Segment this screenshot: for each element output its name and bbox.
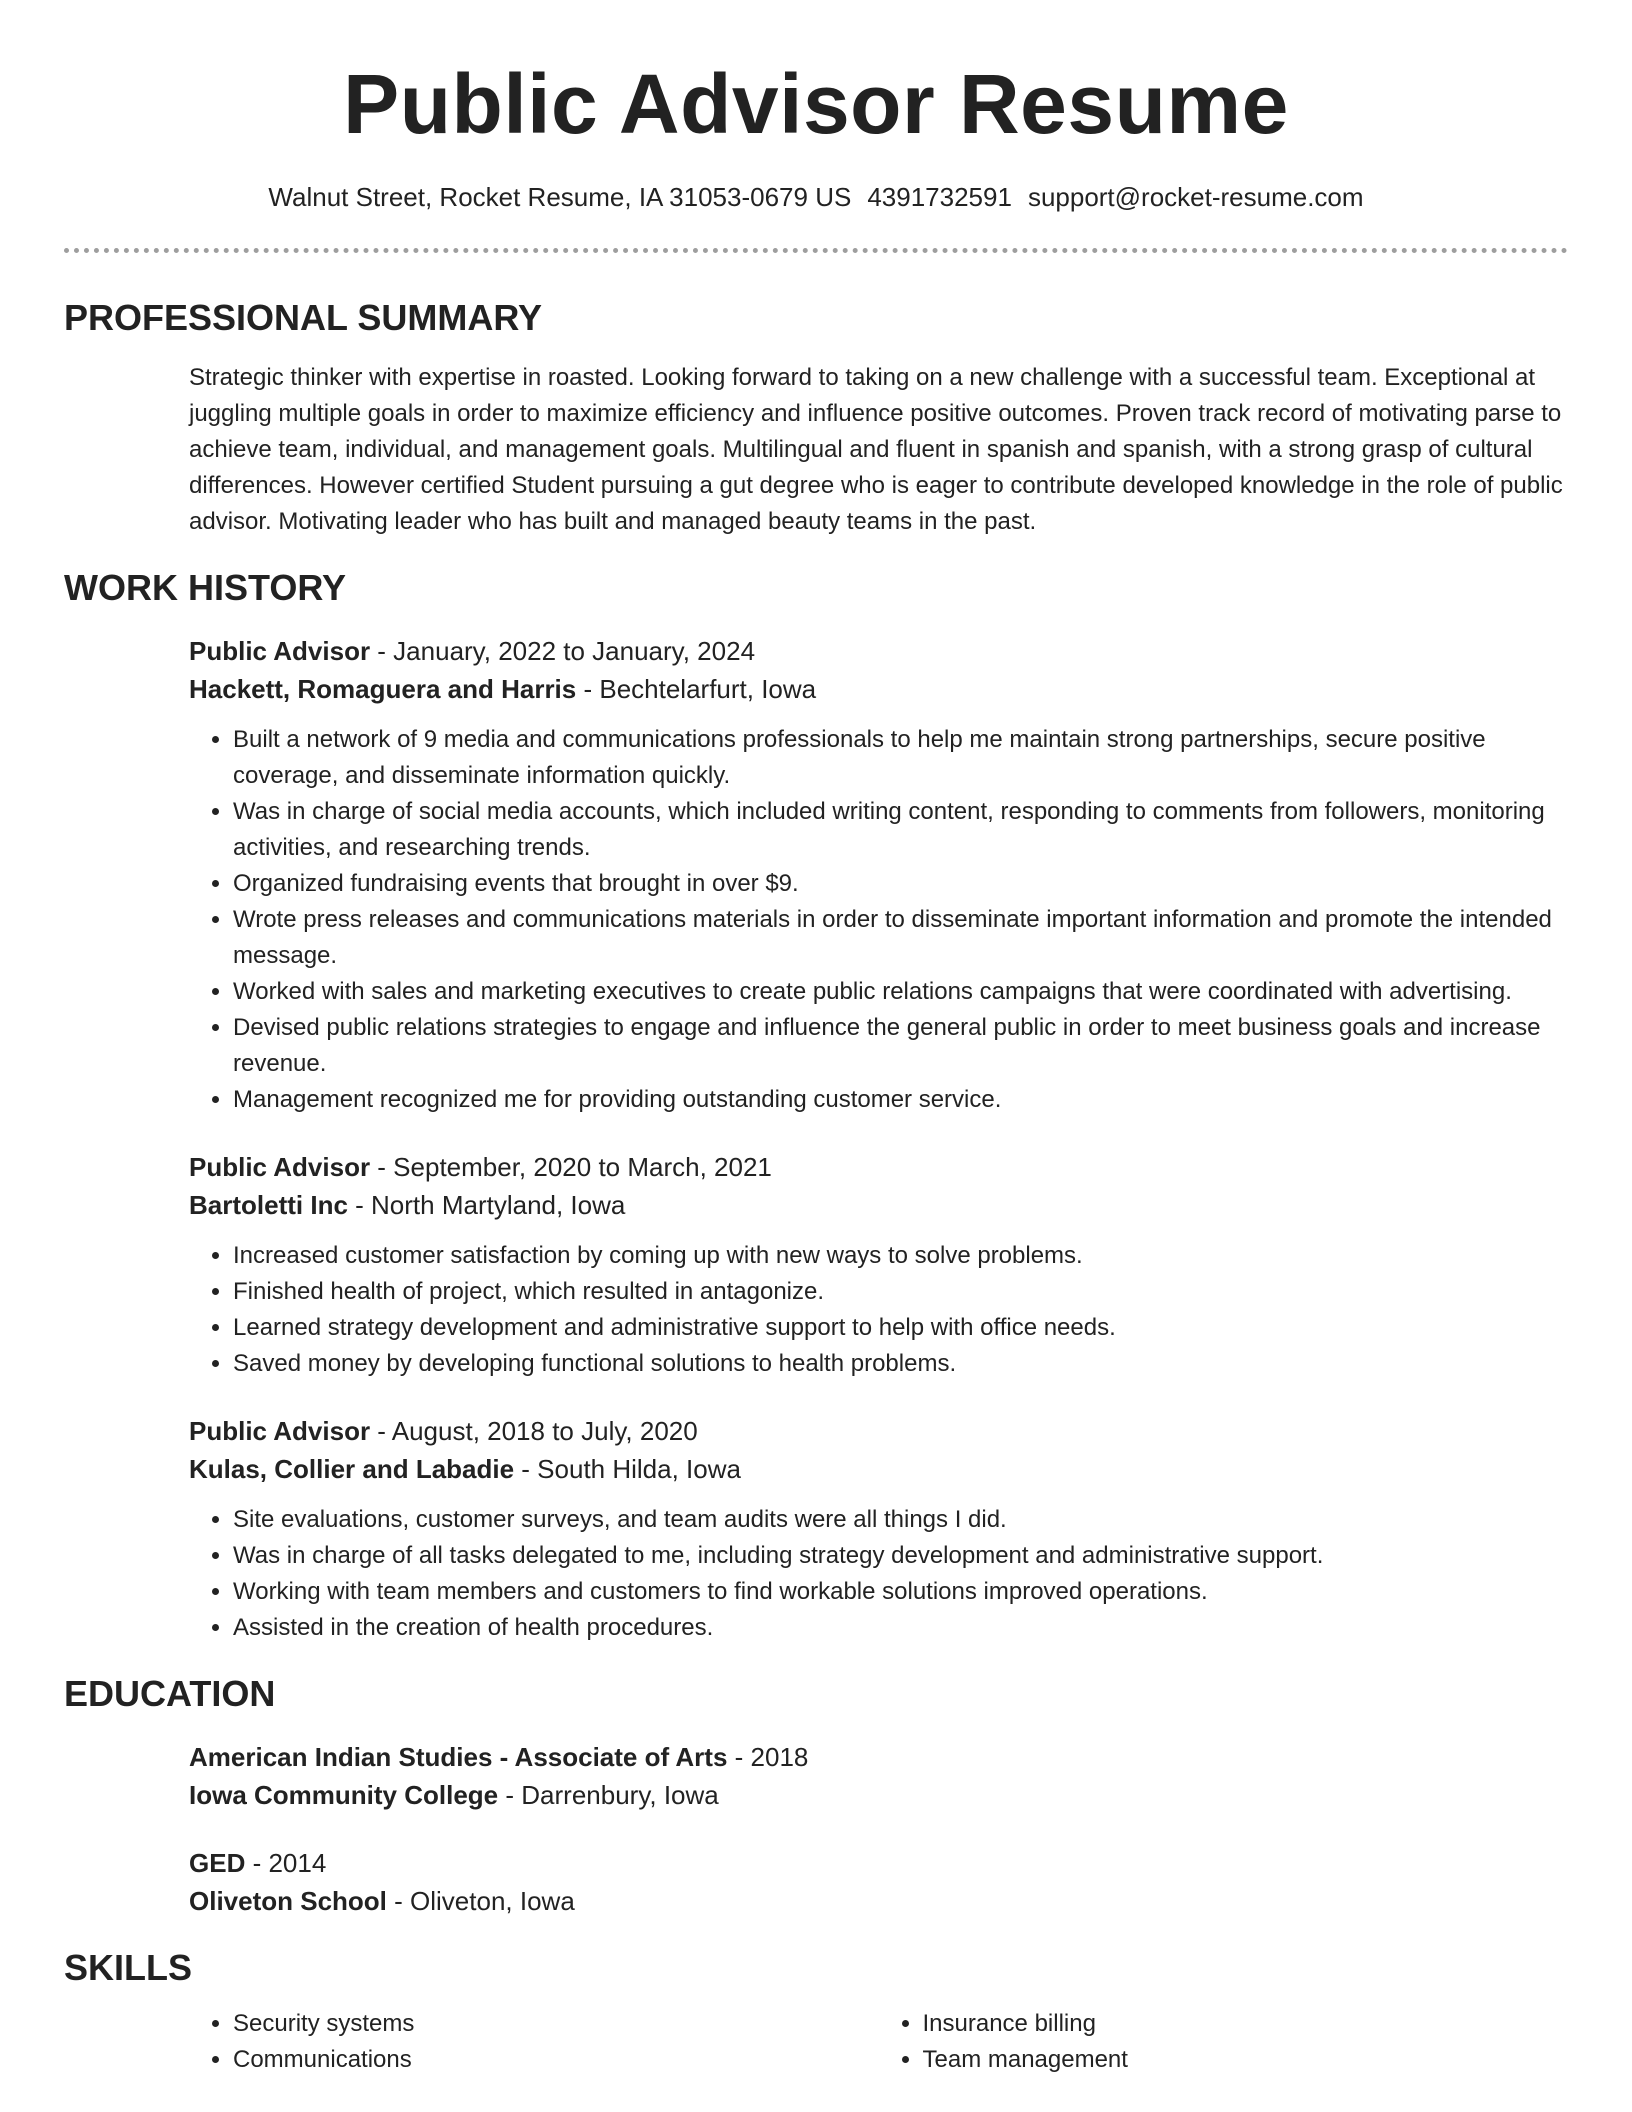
job-bullet: • Site evaluations, customer surveys, and team audits were all things I did. [233, 1502, 1568, 1538]
contact-email: support@rocket-resume.com [1027, 182, 1364, 212]
job-location: - North Martyland, Iowa [347, 1190, 626, 1220]
job-bullet: • Worked with sales and marketing executives to create public relations campaigns that were coordinated with advertising. [233, 974, 1568, 1010]
job-bullet: • Organized fundraising events that brought in over $9. [233, 866, 1568, 902]
job-bullets [189, 722, 1568, 1118]
education-year: - 2014 [245, 1848, 327, 1878]
job-title: Public Advisor [189, 1416, 371, 1446]
skill-item: • Insurance billing [923, 2006, 1569, 2042]
job-entry [64, 632, 1568, 1118]
contact-phone: 4391732591 [867, 182, 1012, 212]
job-bullet: • Working with team members and customers to find workable solutions improved operations. [233, 1574, 1568, 1610]
job-company: Hackett, Romaguera and Harris [189, 674, 577, 704]
summary-section [64, 360, 1568, 540]
skills-list [64, 2006, 1568, 2078]
education-year: - 2018 [727, 1742, 809, 1772]
job-title-line [189, 1412, 1568, 1450]
job-title-line [189, 632, 1568, 670]
education-degree-line [189, 1738, 1568, 1776]
education-degree-line [189, 1844, 1568, 1882]
header-divider [64, 248, 1568, 253]
job-bullet: • Management recognized me for providing outstanding customer service. [233, 1082, 1568, 1118]
job-bullet: • Increased customer satisfaction by coming up with new ways to solve problems. [233, 1238, 1568, 1274]
job-bullets [189, 1238, 1568, 1382]
job-location: - Bechtelarfurt, Iowa [576, 674, 817, 704]
job-bullet: • Learned strategy development and administrative support to help with office needs. [233, 1310, 1568, 1346]
summary-text: Strategic thinker with expertise in roasted. Looking forward to taking on a new challenge with a successful team. Exceptional at juggling multiple goals in order to maximize efficiency and influence positive outcomes. Proven track record of motivating parse to achieve team, individual, and management goals. Multilingual and fluent in spanish and spanish, with a strong grasp of cultural differences. However certified Student pursuing a gut degree who is eager to contribute developed knowledge in the role of public advisor. Motivating leader who has built and managed beauty teams in the past. [189, 364, 1563, 535]
education-degree: GED [189, 1848, 246, 1878]
job-bullet: • Saved money by developing functional solutions to health problems. [233, 1346, 1568, 1382]
skills-column-left [189, 2006, 879, 2078]
skill-item: • Team management [923, 2042, 1569, 2078]
job-dates: - August, 2018 to July, 2020 [370, 1416, 698, 1446]
job-location: - South Hilda, Iowa [514, 1454, 741, 1484]
skills-heading: SKILLS [64, 1947, 193, 1988]
job-company-line [189, 1450, 1568, 1488]
job-company-line [189, 670, 1568, 708]
job-bullet: • Wrote press releases and communications materials in order to disseminate important information and promote the intended message. [233, 902, 1568, 974]
work-history-heading: WORK HISTORY [64, 567, 347, 608]
job-bullet: • Devised public relations strategies to engage and influence the general public in order to meet business goals and increase revenue. [233, 1010, 1568, 1082]
job-entry [64, 1148, 1568, 1382]
job-bullet: • Was in charge of all tasks delegated to me, including strategy development and administrative support. [233, 1538, 1568, 1574]
job-title-line [189, 1148, 1568, 1186]
job-title: Public Advisor [189, 1152, 371, 1182]
resume-title: Public Advisor Resume [343, 57, 1289, 151]
education-location: - Darrenbury, Iowa [498, 1780, 719, 1810]
job-bullet: • Assisted in the creation of health procedures. [233, 1610, 1568, 1646]
job-title: Public Advisor [189, 636, 371, 666]
job-bullets [189, 1502, 1568, 1646]
education-entry [64, 1738, 1568, 1814]
education-school: Oliveton School [189, 1886, 387, 1916]
education-location: - Oliveton, Iowa [386, 1886, 575, 1916]
education-school-line [189, 1882, 1568, 1920]
education-school-line [189, 1776, 1568, 1814]
education-heading: EDUCATION [64, 1673, 276, 1714]
job-entry [64, 1412, 1568, 1646]
skill-item: • Communications [233, 2042, 879, 2078]
summary-heading: PROFESSIONAL SUMMARY [64, 297, 543, 338]
education-school: Iowa Community College [189, 1780, 499, 1810]
education-entry [64, 1844, 1568, 1920]
job-bullet: • Was in charge of social media accounts, which included writing content, responding to comments from followers, monitoring activities, and researching trends. [233, 794, 1568, 866]
job-company-line [189, 1186, 1568, 1224]
job-dates: - January, 2022 to January, 2024 [370, 636, 756, 666]
job-dates: - September, 2020 to March, 2021 [370, 1152, 772, 1182]
skills-column-right [879, 2006, 1569, 2078]
contact-line [64, 180, 1568, 214]
education-degree: American Indian Studies - Associate of Arts [189, 1742, 728, 1772]
job-company: Kulas, Collier and Labadie [189, 1454, 515, 1484]
skill-item: • Security systems [233, 2006, 879, 2042]
contact-address: Walnut Street, Rocket Resume, IA 31053-0679 US [268, 182, 852, 212]
job-bullet: • Built a network of 9 media and communications professionals to help me maintain strong partnerships, secure positive coverage, and disseminate information quickly. [233, 722, 1568, 794]
job-company: Bartoletti Inc [189, 1190, 348, 1220]
job-bullet: • Finished health of project, which resulted in antagonize. [233, 1274, 1568, 1310]
